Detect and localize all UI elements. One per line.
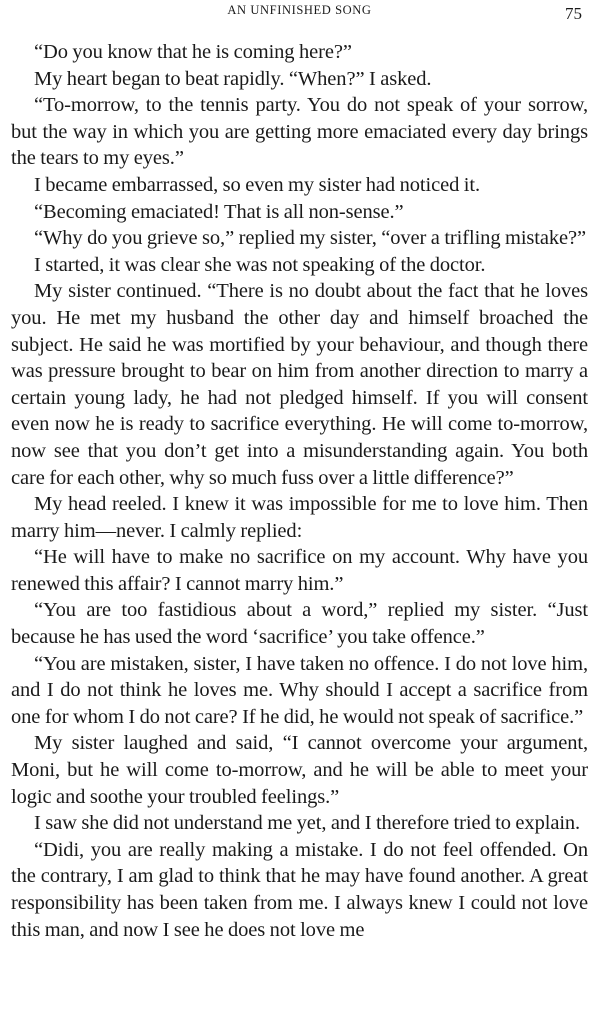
paragraph: My sister continued. “There is no doubt about the fact that he loves you. He met my husband the other day and himself broached the subject. He said he was mortified by your behaviour, and though there was pressure brought to bear on him from another direction to marry a certain young lady, he had not pledged himself. If you will consent even now he is ready to sacrifice everything. He will come to-morrow, now see that you don’t get into a misunderstanding again. You both care for each other, why so much fuss over a little difference?”	[11, 280, 588, 489]
paragraph: “You are mistaken, sister, I have taken no offence. I do not love him, and I do not think he loves me. Why should I accept a sacrifice from one for whom I do not care? If he did, he would not speak of sacrifice.”	[11, 652, 588, 728]
paragraph: “Why do you grieve so,” replied my sister, “over a trifling mistake?”	[34, 227, 587, 250]
page-number: 75	[565, 4, 582, 23]
paragraph: “Do you know that he is coming here?”	[34, 41, 352, 63]
running-header	[11, 3, 588, 25]
paragraph: My sister laughed and said, “I cannot overcome your argument, Moni, but he will come to-morrow, and he will be able to meet your logic and soothe your troubled feelings.”	[11, 732, 588, 808]
paragraph: I saw she did not understand me yet, and I therefore tried to explain.	[34, 812, 581, 835]
paragraph: I started, it was clear she was not speaking of the doctor.	[34, 253, 486, 276]
paragraph: “Becoming emaciated! That is all non-sense.”	[34, 200, 404, 223]
running-title: AN UNFINISHED SONG	[227, 3, 372, 17]
paragraph: I became embarrassed, so even my sister had noticed it.	[34, 173, 480, 196]
paragraph: My head reeled. I knew it was impossible for me to love him. Then marry him—never. I calmly replied:	[11, 493, 588, 542]
body-text	[11, 39, 588, 943]
paragraph: “Didi, you are really making a mistake. I do not feel offended. On the contrary, I am glad to think that he may have found another. A great responsibility has been taken from me. I always knew I could not love this man, and now I see he does not love me	[11, 838, 588, 941]
paragraph: “To-morrow, to the tennis party. You do not speak of your sorrow, but the way in which you are getting more emaciated every day brings the tears to my eyes.”	[11, 94, 588, 170]
paragraph: “He will have to make no sacrifice on my account. Why have you renewed this affair? I cannot marry him.”	[11, 546, 588, 595]
paragraph: “You are too fastidious about a word,” replied my sister. “Just because he has used the word ‘sacrifice’ you take offence.”	[11, 599, 588, 649]
paragraph: My heart began to beat rapidly. “When?” I asked.	[34, 67, 432, 90]
